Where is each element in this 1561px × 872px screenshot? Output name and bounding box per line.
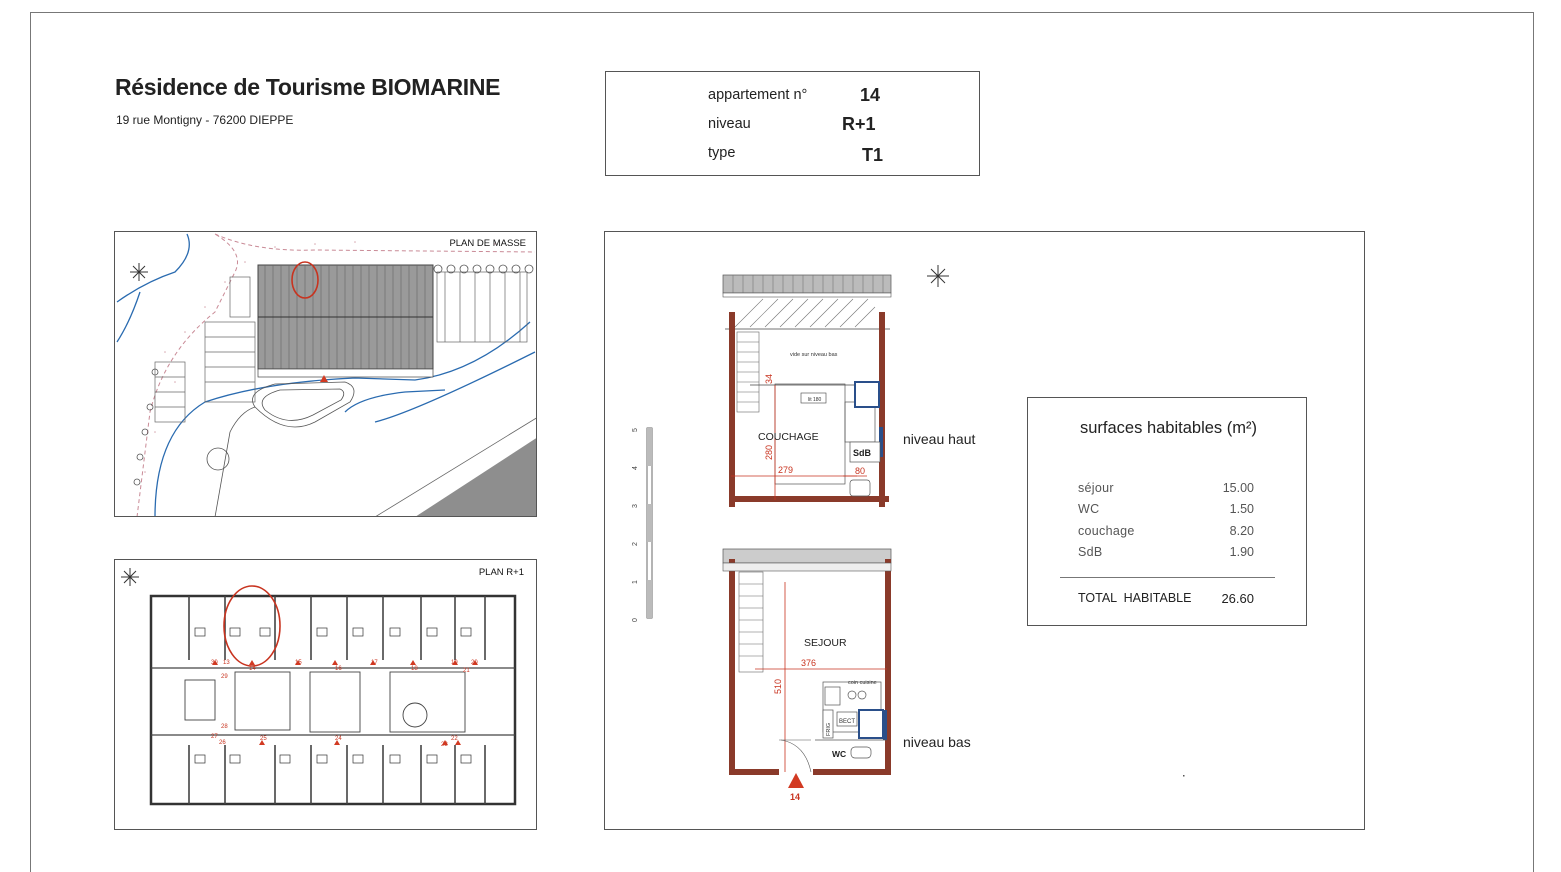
svg-text:15: 15 <box>295 660 302 666</box>
svg-text:21: 21 <box>463 668 470 674</box>
total-label: TOTAL HABITABLE <box>1078 591 1192 605</box>
surface-label-wc: WC <box>1078 502 1100 516</box>
svg-text:COUCHAGE: COUCHAGE <box>758 431 819 443</box>
type-label: type <box>708 145 736 161</box>
building-outline <box>151 596 515 804</box>
compass-icon <box>121 568 139 586</box>
svg-text:WC: WC <box>832 749 847 759</box>
surface-label-sdb: SdB <box>1078 545 1103 559</box>
apartment-info-box <box>605 71 980 176</box>
scale-bar <box>632 428 652 622</box>
unit-walls <box>151 596 515 804</box>
core <box>185 672 465 732</box>
svg-text:2: 2 <box>632 542 639 546</box>
svg-text:34: 34 <box>764 373 774 384</box>
page-title: Résidence de Tourisme BIOMARINE <box>115 74 501 100</box>
svg-text:19: 19 <box>451 660 458 666</box>
surface-label-sejour: séjour <box>1078 481 1114 495</box>
svg-text:29: 29 <box>221 674 228 680</box>
apartment-number-value: 14 <box>860 85 881 105</box>
svg-text:lit 180: lit 180 <box>808 397 822 403</box>
svg-text:25: 25 <box>260 736 267 742</box>
svg-text:24: 24 <box>335 736 342 742</box>
upper-level-plan <box>723 275 891 507</box>
type-value: T1 <box>862 145 884 165</box>
svg-text:SdB: SdB <box>853 448 871 458</box>
floor-plan-drawing <box>115 560 537 830</box>
surface-value-couchage: 8.20 <box>1229 524 1254 538</box>
svg-text:26: 26 <box>219 740 226 746</box>
svg-text:17: 17 <box>371 660 378 666</box>
svg-text:BECT: BECT <box>839 719 856 725</box>
surface-value-wc: 1.50 <box>1229 502 1254 516</box>
svg-text:80: 80 <box>855 466 866 476</box>
fixtures <box>195 628 471 763</box>
svg-text:SEJOUR: SEJOUR <box>804 637 847 649</box>
compass-icon <box>927 265 949 287</box>
entry-marker <box>788 773 804 788</box>
svg-text:vide sur niveau bas: vide sur niveau bas <box>790 352 838 358</box>
svg-text:1: 1 <box>632 580 639 584</box>
compass-icon <box>130 263 148 281</box>
svg-text:20: 20 <box>471 660 478 666</box>
floor-plan-label: PLAN R+1 <box>478 567 524 578</box>
surfaces-title: surfaces habitables (m²) <box>1080 419 1257 437</box>
svg-text:14: 14 <box>249 666 256 672</box>
divider <box>1060 577 1275 578</box>
svg-text:3: 3 <box>632 504 639 508</box>
svg-text:5: 5 <box>632 428 639 432</box>
level-value: R+1 <box>842 114 876 134</box>
surface-value-sdb: 1.90 <box>1229 545 1254 559</box>
svg-text:18: 18 <box>411 666 418 672</box>
level-label: niveau <box>708 116 751 132</box>
svg-text:30: 30 <box>211 660 218 666</box>
total-value: 26.60 <box>1221 591 1254 606</box>
svg-text:14: 14 <box>790 792 801 802</box>
site-plan-drawing <box>115 232 537 517</box>
svg-text:22: 22 <box>451 736 458 742</box>
svg-text:27: 27 <box>211 734 218 740</box>
stair <box>739 572 763 672</box>
svg-text:23: 23 <box>441 742 448 748</box>
address: 19 rue Montigny - 76200 DIEPPE <box>116 113 294 127</box>
svg-text:510: 510 <box>773 678 783 694</box>
svg-text:FRIG: FRIG <box>826 722 832 736</box>
stair <box>737 332 759 412</box>
svg-text:279: 279 <box>778 465 794 475</box>
svg-text:28: 28 <box>221 724 228 730</box>
floor-plan-panel <box>114 559 537 830</box>
upper-level-label: niveau haut <box>903 431 976 447</box>
apartment-highlight-circle <box>224 586 280 666</box>
svg-text:coin cuisine: coin cuisine <box>848 680 877 686</box>
surfaces-table <box>1027 397 1307 626</box>
building-roof <box>258 265 433 377</box>
apartment-number-label: appartement n° <box>708 87 808 103</box>
surface-label-couchage: couchage <box>1078 524 1135 538</box>
lower-level-label: niveau bas <box>903 734 971 750</box>
svg-text:4: 4 <box>632 466 639 470</box>
surface-value-sejour: 15.00 <box>1222 481 1254 495</box>
site-plan-label: PLAN DE MASSE <box>449 238 526 249</box>
svg-text:376: 376 <box>801 658 817 668</box>
svg-text:280: 280 <box>764 444 774 460</box>
site-plan-panel <box>114 231 537 517</box>
svg-text:13: 13 <box>223 660 230 666</box>
svg-text:16: 16 <box>335 666 342 672</box>
svg-text:0: 0 <box>632 618 639 622</box>
